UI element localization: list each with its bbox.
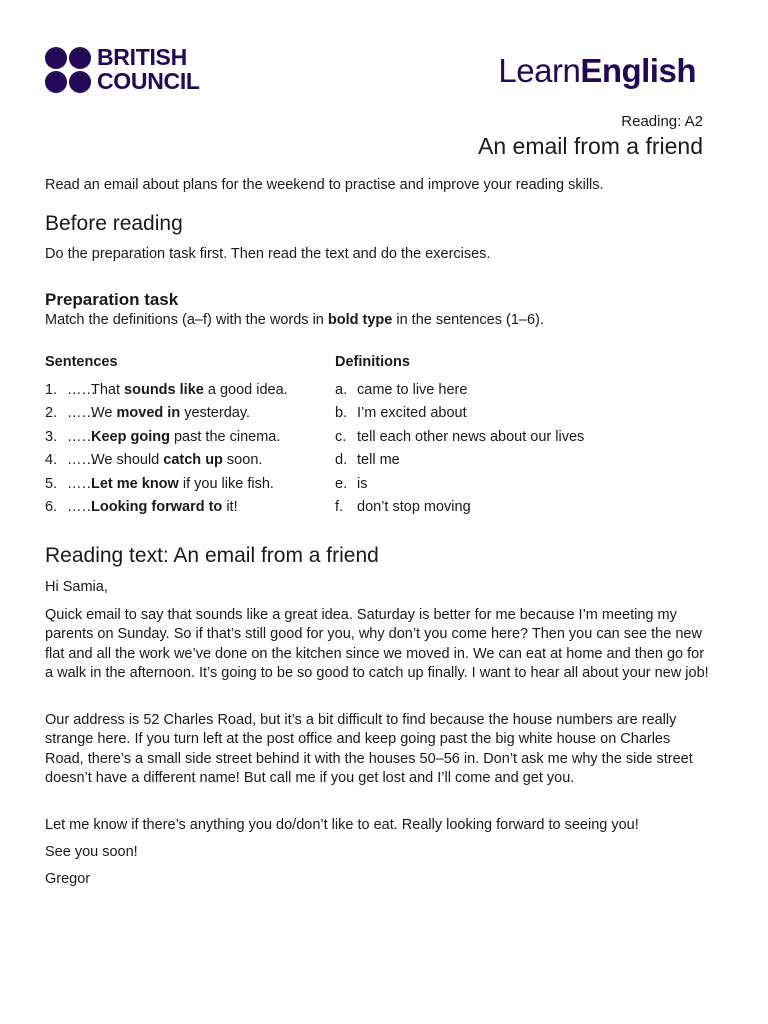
sentence-post: it! [222,498,238,515]
sentence-item [45,403,288,426]
before-reading-heading: Before reading [45,212,183,235]
sentence-post: if you like fish. [178,475,274,492]
sentence-item [45,380,288,403]
sentence-bold: Looking forward to [91,498,223,515]
sentence-pre: That [91,382,125,398]
sentence-pre: We [91,405,117,422]
definition-text: tell me [357,452,400,469]
reading-level: Reading: A2 [621,113,703,130]
sentence-number: 4. [45,452,58,469]
sentence-number: 1. [45,382,58,398]
email-signature: Gregor [45,871,91,887]
answer-blank: …… [67,428,96,445]
sentence-number: 3. [45,428,58,445]
sentence-item [45,427,288,450]
definition-text: I’m excited about [357,405,467,422]
answer-blank: …… [67,382,96,398]
definition-text: don’t stop moving [357,498,471,515]
definition-text: is [357,475,368,492]
email-paragraph-2: Our address is 52 Charles Road, but it’s a bit difficult to find because the house numbers are really strange here. If you turn left at the post office and keep going past the big white house on Charles Road, there’s a small side street behind it with the houses 50–56 in. Don’t ask me why the side street doesn’t have a different name! But call me if you get lost and I’ll come and get you. [45,712,693,787]
definition-item [335,497,584,520]
email-greeting: Hi Samia, [45,579,108,595]
email-paragraph-3: Let me know if there’s anything you do/don’t like to eat. Really looking forward to seeing you! [45,817,639,833]
answer-blank: …… [67,405,96,422]
preparation-instruction [45,312,544,328]
definitions-heading: Definitions [335,354,410,370]
sentence-number: 5. [45,475,58,492]
instruction-post: in the sentences (1–6). [392,312,544,328]
sentence-pre: We should [91,452,164,469]
sentence-bold: moved in [116,405,181,422]
definition-text: tell each other news about our lives [357,428,585,445]
definitions-list [335,380,584,520]
sentence-item [45,497,288,520]
definition-letter: b. [335,405,348,422]
definition-item [335,450,584,473]
definition-letter: a. [335,382,348,398]
learnenglish-logo-light: Learn [498,52,581,89]
sentence-item [45,474,288,497]
sentence-bold: Keep going [91,428,170,445]
definition-letter: e. [335,475,348,492]
logo-text-line2: COUNCIL [97,68,200,94]
sentence-post: soon. [222,452,263,469]
answer-blank: …… [67,475,96,492]
sentence-post: past the cinema. [169,428,281,445]
sentence-post: yesterday. [180,405,251,422]
sentence-bold: sounds like [124,382,204,398]
definition-item [335,380,584,403]
definition-letter: c. [335,428,347,445]
sentence-bold: catch up [163,452,223,469]
page-title: An email from a friend [478,133,703,159]
logo-text-line1: BRITISH [97,44,187,70]
before-reading-text: Do the preparation task first. Then read the text and do the exercises. [45,246,491,262]
learnenglish-logo [498,52,696,90]
definition-letter: d. [335,452,348,469]
sentence-number: 2. [45,405,58,422]
definition-item [335,474,584,497]
reading-text-heading: Reading text: An email from a friend [45,544,379,567]
answer-blank: …… [67,498,96,515]
answer-blank: …… [67,452,96,469]
sentence-post: a good idea. [203,382,288,398]
sentence-number: 6. [45,498,58,515]
sentence-item [45,450,288,473]
email-paragraph-1: Quick email to say that sounds like a great idea. Saturday is better for me because I’m meeting my parents on Sunday. So if that’s still good for you, why don’t you come here? Then you can see the new flat and all the work we’ve done on the kitchen since we moved in. We can eat at home and then go for a walk in the afternoon. It’s going to be so good to catch up finally. I want to hear all about your new job! [45,607,709,682]
british-council-logo [45,46,200,94]
instruction-pre: Match the definitions (a–f) with the words in [45,312,328,328]
british-council-dots-icon [45,47,91,93]
instruction-bold: bold type [327,312,393,328]
definition-letter: f. [335,498,344,515]
definition-item [335,403,584,426]
preparation-task-heading: Preparation task [45,290,179,309]
definition-text: came to live here [357,382,468,398]
sentences-heading: Sentences [45,354,118,370]
definition-item [335,427,584,450]
email-signoff: See you soon! [45,844,138,860]
learnenglish-logo-bold: English [580,52,696,89]
sentence-bold: Let me know [91,475,179,492]
sentences-list [45,380,288,520]
intro-text: Read an email about plans for the weekend to practise and improve your reading skills. [45,177,604,193]
